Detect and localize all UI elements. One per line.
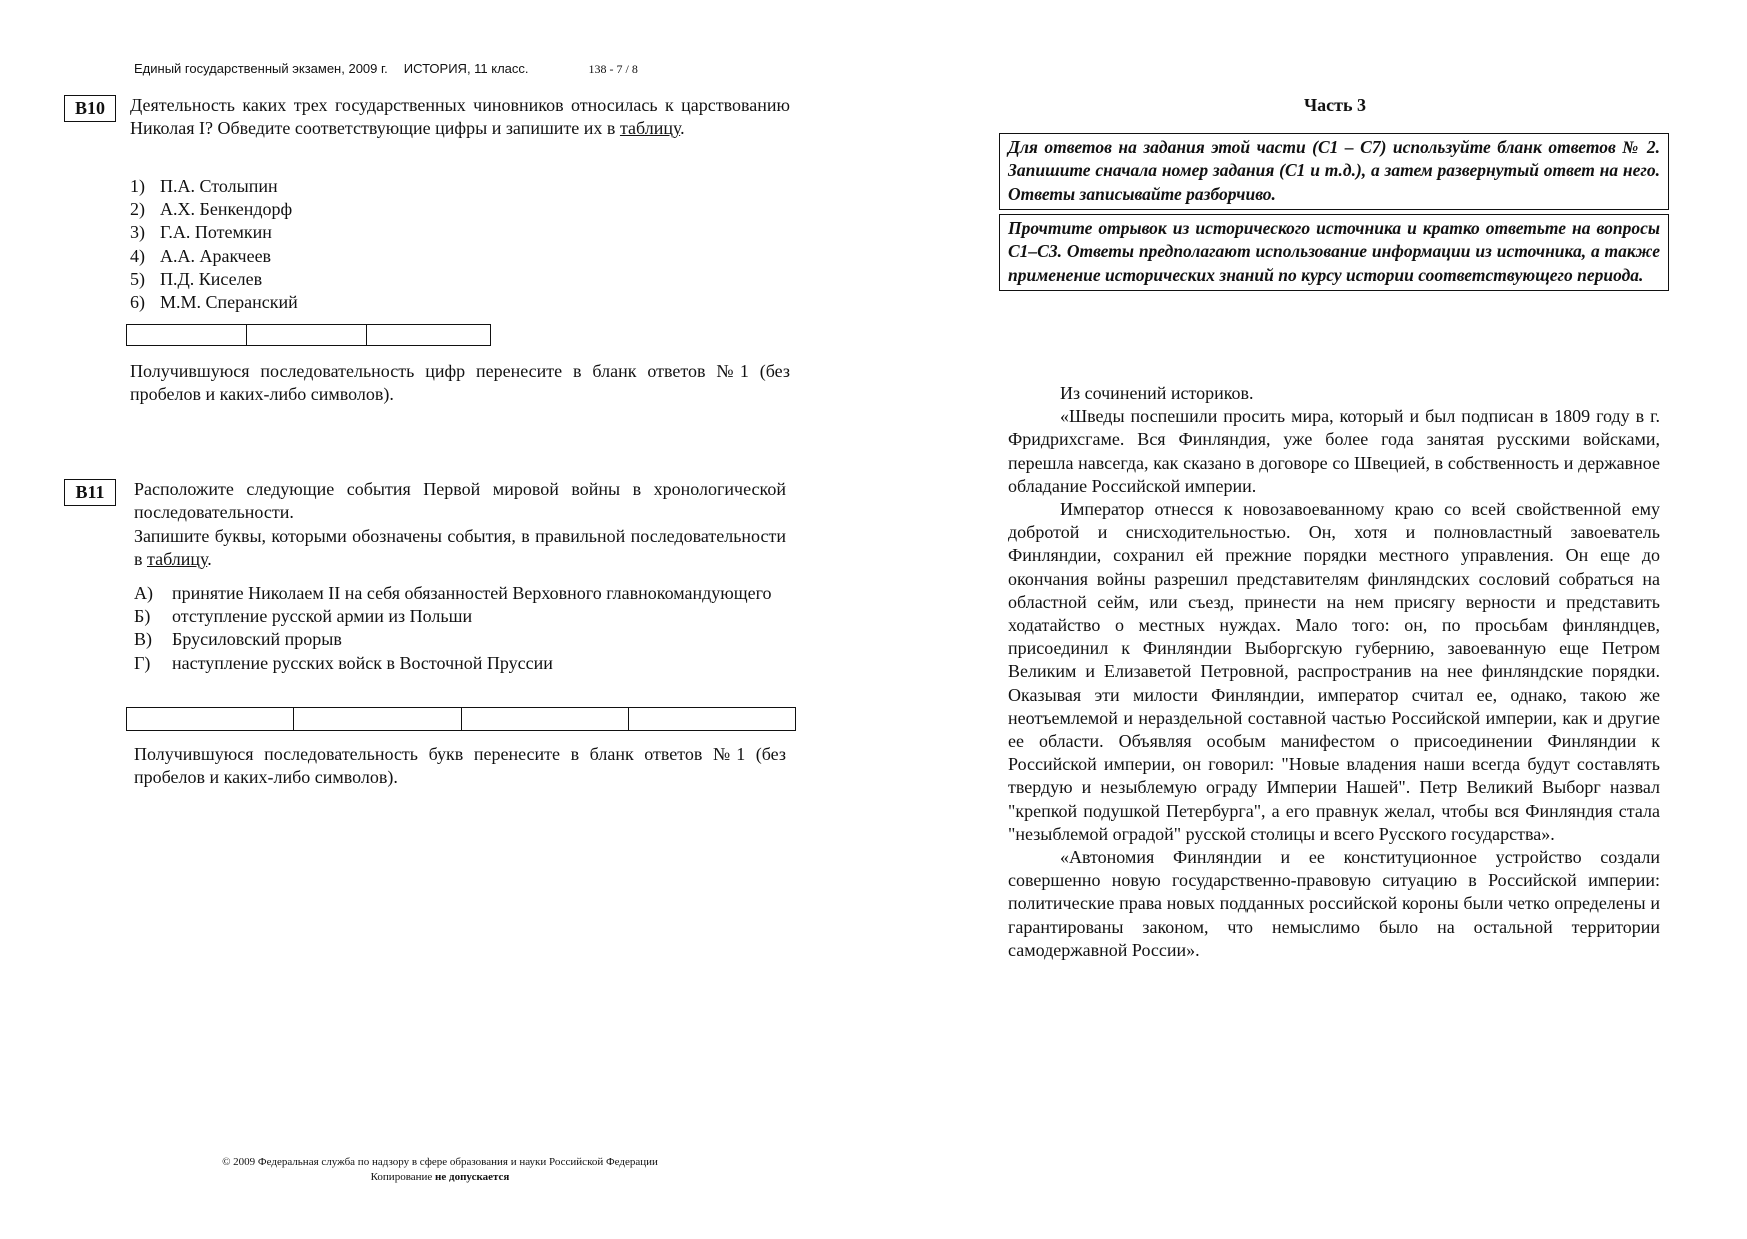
b10-answer-table — [126, 324, 491, 346]
instruction-box-source: Прочтите отрывок из исторического источника и кратко ответьте на вопросы С1–С3. Ответы предполагают использование информации из источника, а также применение исторических знаний по курсу истории соответствующего периода. — [999, 214, 1669, 291]
source-paragraph: Император отнесся к новозавоеванному краю со всей свойственной ему добротой и снисходительностью. Он, хотя и полновластный завоеватель Финляндии, сохранил ей прежние порядки местного управления. Он еще до окончания войны разрешил представителям финляндских сословий собраться на областной сейм, или съезд, принести на нем присягу верности и представить ходатайство о местных нуждах. Мало того: он, по просьбам финляндцев, присоединил к Финляндии Выборгскую губернию, завоеванную еще Петром Великим и Елизаветой Петровной, распространив на нее финляндские порядки. Оказывая эти милости Финляндии, император считал ее, однако, такою же неотъемлемой и нераздельной составной частью Российской империи, как и другие ее области. Объявляя особым манифестом о присоединении Финляндии к Российской империи, он говорил: "Новые владения наши всегда будут составлять твердую и незыблемую ограду Империи Нашей". Петр Великий Выборг назвал "крепкой подушкой Петербурга", а его правнук желал, чтобы вся Финляндия стала "незыблемой оградой" русской столицы и всего Русского государства». — [1008, 499, 1660, 844]
option-number: 6) — [130, 292, 145, 313]
answer-cell[interactable] — [247, 325, 367, 346]
page-footer — [150, 1155, 730, 1185]
b10-option — [130, 291, 530, 314]
b11-option — [134, 628, 788, 651]
answer-cell[interactable] — [294, 708, 461, 731]
header-exam: Единый государственный экзамен, 2009 г. — [134, 61, 388, 76]
part-title: Часть 3 — [1303, 95, 1367, 115]
header-page-number: 138 - 7 / 8 — [588, 62, 638, 76]
source-paragraph: «Шведы поспешили просить мира, который и был подписан в 1809 году в г. Фридрихсгаме. Вся Финляндия, уже более года занятая русскими войсками, перешла навсегда, как сказано в договоре со Швецией, в собственность и державное обладание Российской империи. — [1008, 406, 1660, 496]
instruction-box-answers: Для ответов на задания этой части (С1 – С7) используйте бланк ответов № 2. Запишите сначала номер задания (С1 и т.д.), а затем развернутый ответ на него. Ответы записывайте разборчиво. — [999, 133, 1669, 210]
b10-option — [130, 221, 530, 244]
option-letter: Б) — [134, 606, 151, 627]
option-number: 1) — [130, 176, 145, 196]
answer-cell[interactable] — [628, 708, 795, 731]
footer-copyright: © 2009 Федеральная служба по надзору в сфере образования и науки Российской Федерации — [222, 1156, 658, 1168]
answer-cell[interactable] — [127, 325, 247, 346]
answer-cell[interactable] — [367, 325, 491, 346]
b10-options-list — [130, 175, 530, 314]
option-text: А.Х. Бенкендорф — [160, 199, 293, 220]
source-paragraph: «Автономия Финляндии и ее конституционное устройство создали совершенно новую государственно-правовую ситуацию в Российской империи: политические права новых подданных российской короны были четко определены и гарантированы законом, что немыслимо было на остальной территории самодержавной России». — [1008, 847, 1660, 960]
option-text: отступление русской армии из Польши — [172, 606, 473, 627]
option-text: А.А. Аракчеев — [160, 245, 272, 266]
b10-transfer-note: Получившуюся последовательность цифр перенесите в бланк ответов №1 (без пробелов и каких-либо символов). — [130, 361, 790, 405]
question-label-b11: В11 — [64, 479, 116, 506]
footer-copy-prefix: Копирование — [370, 1171, 436, 1183]
option-letter: Г) — [134, 652, 151, 673]
b11-option — [134, 605, 788, 628]
b11-question-text: Запишите буквы, которыми обозначены события, в правильной последовательности в — [134, 526, 786, 570]
answer-cell[interactable] — [461, 708, 628, 731]
footer-copy-bold: не допускается — [435, 1171, 510, 1183]
option-text: принятие Николаем II на себя обязанностей Верховного главнокомандующего — [172, 583, 772, 603]
b11-question-2 — [134, 525, 786, 571]
footer-copy-notice — [150, 1170, 730, 1185]
b10-option — [130, 175, 530, 198]
option-text: Брусиловский прорыв — [172, 629, 342, 650]
header-subject: ИСТОРИЯ, 11 класс. — [403, 61, 529, 76]
source-intro: Из сочинений историков. — [1060, 383, 1254, 403]
b11-question-1: Расположите следующие события Первой мировой войны в хронологической последовательности. — [134, 479, 786, 523]
b11-options-list — [134, 582, 788, 675]
b11-option — [134, 652, 788, 675]
option-number: 2) — [130, 199, 145, 220]
option-text: П.Д. Киселев — [160, 268, 263, 289]
option-text: Г.А. Потемкин — [160, 222, 272, 243]
option-number: 5) — [130, 268, 145, 289]
option-text: П.А. Столыпин — [160, 176, 278, 196]
b10-question-text: Деятельность каких трех государственных чиновников относилась к царствованию Николая I? Обведите соответствующие цифры и запишите их в — [130, 95, 790, 139]
page-header — [134, 61, 638, 77]
b10-question — [130, 94, 790, 140]
question-label-b10: В10 — [64, 95, 116, 122]
historical-source — [1008, 382, 1660, 962]
b11-question-end: . — [207, 549, 212, 570]
b10-question-end: . — [680, 118, 685, 139]
b10-option — [130, 245, 530, 268]
b11-transfer-note: Получившуюся последовательность букв перенесите в бланк ответов №1 (без пробелов и каких-либо символов). — [134, 744, 786, 788]
b10-option — [130, 198, 530, 221]
option-number: 4) — [130, 245, 145, 266]
b11-table-link: таблицу — [147, 549, 208, 570]
b11-answer-table — [126, 707, 796, 731]
b10-table-link: таблицу — [619, 118, 681, 139]
option-number: 3) — [130, 222, 145, 243]
option-letter: А) — [134, 583, 153, 603]
answer-cell[interactable] — [127, 708, 294, 731]
b10-option — [130, 268, 530, 291]
option-text: М.М. Сперанский — [160, 292, 298, 313]
option-letter: В) — [134, 629, 152, 650]
b11-option — [134, 582, 788, 605]
option-text: наступление русских войск в Восточной Пруссии — [172, 652, 553, 673]
